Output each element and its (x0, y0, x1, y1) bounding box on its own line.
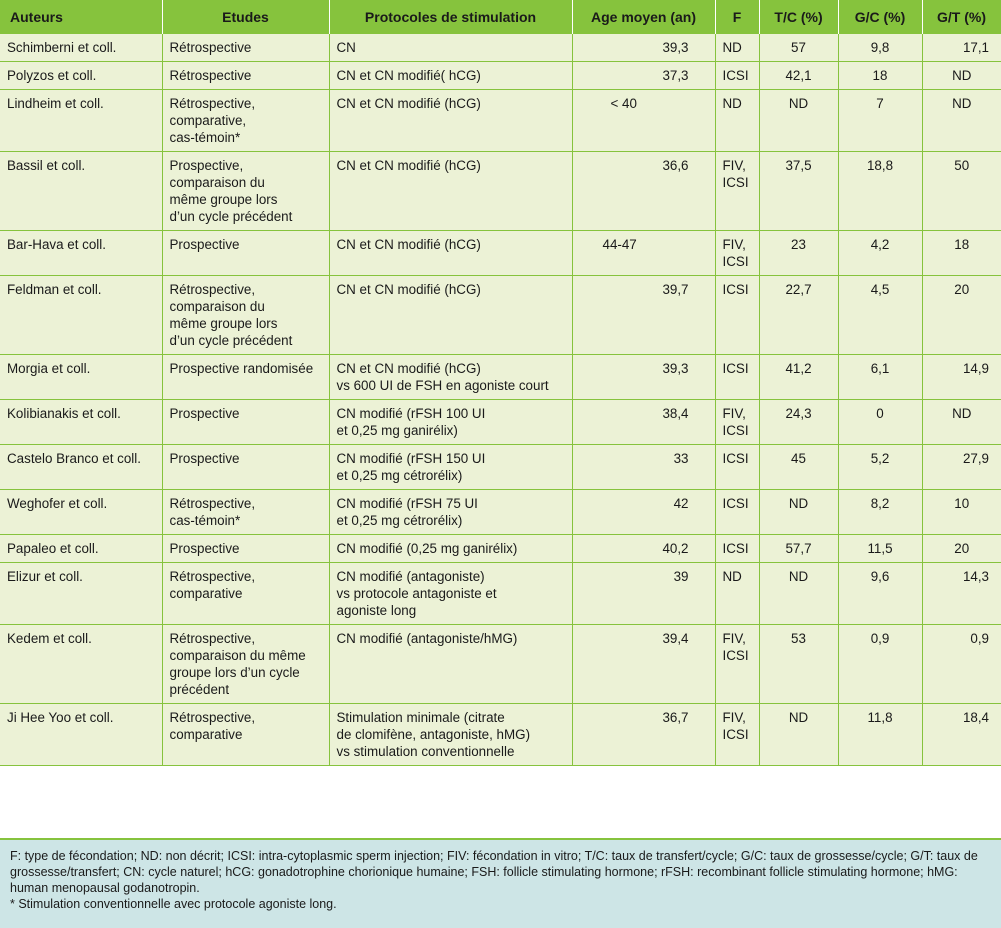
cell-gc: 4,5 (838, 276, 922, 355)
cell-f (715, 490, 759, 535)
cell-line: comparative (169, 586, 243, 601)
abbreviations-note: F: type de fécondation; ND: non décrit; ICSI: intra-cytoplasmic sperm injection; FIV: fécondation in vitro; T/C: taux de transfert/cycle; G/C: taux de grossesse/cycle; G/T: taux de grossesse/transfert; CN: cycle naturel; hCG: gonadotrophine chorionique humaine; FSH: follicle stimulating hormone; rFSH: recombinant follicle stimulating hormone; hMG: human menopausal godanotropin. (10, 849, 978, 895)
header-gc: G/C (%) (838, 0, 922, 34)
header-protocoles: Protocoles de stimulation (329, 0, 572, 34)
header-etudes: Etudes (162, 0, 329, 34)
cell-age: 37,3 (572, 62, 715, 90)
cell-protocoles (329, 355, 572, 400)
cell-line: CN modifié (antagoniste) (336, 569, 485, 584)
cell-age: 44-47 (572, 231, 715, 276)
table-row (0, 62, 1001, 90)
header-gt: G/T (%) (922, 0, 1001, 34)
header-age: Age moyen (an) (572, 0, 715, 34)
cell-line: FIV, (722, 406, 746, 421)
cell-protocoles (329, 625, 572, 704)
cell-gc: 5,2 (838, 445, 922, 490)
cell-auteurs: Bar-Hava et coll. (0, 231, 162, 276)
cell-etudes (162, 276, 329, 355)
cell-line: Prospective (169, 237, 240, 252)
cell-line: FIV, (722, 710, 746, 725)
cell-etudes (162, 400, 329, 445)
cell-protocoles (329, 704, 572, 766)
cell-line: vs 600 UI de FSH en agoniste court (336, 378, 549, 393)
cell-gc: 18 (838, 62, 922, 90)
cell-line: ICSI (722, 541, 749, 556)
cell-line: CN et CN modifié (hCG) (336, 96, 481, 111)
cell-f (715, 704, 759, 766)
cell-etudes (162, 490, 329, 535)
cell-protocoles (329, 90, 572, 152)
cell-f (715, 355, 759, 400)
cell-line: CN modifié (rFSH 150 UI (336, 451, 486, 466)
cell-gt: 20 (922, 535, 1001, 563)
cell-age: 39,4 (572, 625, 715, 704)
cell-gt: 50 (922, 152, 1001, 231)
cell-etudes (162, 535, 329, 563)
cell-line: Rétrospective, (169, 710, 256, 725)
cell-gc: 0 (838, 400, 922, 445)
cell-line: ICSI (722, 423, 749, 438)
cell-tc: 57,7 (759, 535, 838, 563)
table-row (0, 34, 1001, 62)
cell-line: comparative, (169, 113, 247, 128)
cell-etudes (162, 445, 329, 490)
cell-line: ICSI (722, 68, 749, 83)
cell-tc: 53 (759, 625, 838, 704)
cell-auteurs: Weghofer et coll. (0, 490, 162, 535)
cell-line: ICSI (722, 648, 749, 663)
table-row (0, 90, 1001, 152)
cell-auteurs: Schimberni et coll. (0, 34, 162, 62)
table-row (0, 704, 1001, 766)
cell-line: de clomifène, antagoniste, hMG) (336, 727, 531, 742)
cell-line: Prospective (169, 541, 240, 556)
cell-etudes (162, 34, 329, 62)
table-row (0, 276, 1001, 355)
cell-line: ICSI (722, 254, 749, 269)
cell-auteurs: Kedem et coll. (0, 625, 162, 704)
cell-tc: ND (759, 90, 838, 152)
cell-line: CN modifié (antagoniste/hMG) (336, 631, 518, 646)
cell-gt: 20 (922, 276, 1001, 355)
cell-line: et 0,25 mg cétrorélix) (336, 513, 463, 528)
cell-line: agoniste long (336, 603, 417, 618)
table-row (0, 152, 1001, 231)
cell-line: ND (722, 40, 742, 55)
cell-age: < 40 (572, 90, 715, 152)
cell-tc: 37,5 (759, 152, 838, 231)
cell-age: 36,7 (572, 704, 715, 766)
cell-gc: 18,8 (838, 152, 922, 231)
cell-line: Prospective (169, 406, 240, 421)
cell-line: cas-témoin* (169, 130, 241, 145)
cell-gc: 11,5 (838, 535, 922, 563)
cell-gc: 4,2 (838, 231, 922, 276)
cell-protocoles (329, 490, 572, 535)
cell-gc: 6,1 (838, 355, 922, 400)
cell-protocoles (329, 62, 572, 90)
cell-line: vs protocole antagoniste et (336, 586, 497, 601)
cell-auteurs: Kolibianakis et coll. (0, 400, 162, 445)
cell-line: Rétrospective (169, 40, 252, 55)
footnote: * Stimulation conventionnelle avec protocole agoniste long. (10, 897, 337, 911)
cell-tc: 45 (759, 445, 838, 490)
cell-tc: 23 (759, 231, 838, 276)
cell-line: groupe lors d’un cycle (169, 665, 300, 680)
cell-line: ICSI (722, 282, 749, 297)
table-row (0, 535, 1001, 563)
header-row (0, 0, 1001, 34)
cell-line: Stimulation minimale (citrate (336, 710, 505, 725)
table-header (0, 0, 1001, 34)
cell-line: même groupe lors (169, 192, 278, 207)
cell-age: 36,6 (572, 152, 715, 231)
cell-gt: ND (922, 62, 1001, 90)
cell-etudes (162, 704, 329, 766)
cell-tc: 22,7 (759, 276, 838, 355)
cell-line: et 0,25 mg ganirélix) (336, 423, 458, 438)
cell-line: d’un cycle précédent (169, 209, 293, 224)
cell-auteurs: Feldman et coll. (0, 276, 162, 355)
cell-protocoles (329, 445, 572, 490)
cell-auteurs: Elizur et coll. (0, 563, 162, 625)
cell-line: ICSI (722, 727, 749, 742)
cell-gt: 27,9 (922, 445, 1001, 490)
cell-f (715, 231, 759, 276)
cell-line: ICSI (722, 496, 749, 511)
cell-f (715, 152, 759, 231)
cell-gt: ND (922, 400, 1001, 445)
header-f: F (715, 0, 759, 34)
cell-etudes (162, 355, 329, 400)
table-row (0, 355, 1001, 400)
cell-etudes (162, 90, 329, 152)
cell-age: 39,3 (572, 355, 715, 400)
cell-gt: 18,4 (922, 704, 1001, 766)
cell-age: 40,2 (572, 535, 715, 563)
cell-f (715, 445, 759, 490)
cell-gt: 18 (922, 231, 1001, 276)
table-notes (0, 838, 1001, 928)
cell-line: cas-témoin* (169, 513, 241, 528)
cell-age: 39,3 (572, 34, 715, 62)
cell-f (715, 535, 759, 563)
cell-line: ND (722, 96, 742, 111)
cell-line: Prospective (169, 451, 240, 466)
cell-protocoles (329, 231, 572, 276)
cell-gc: 0,9 (838, 625, 922, 704)
cell-line: FIV, (722, 158, 746, 173)
cell-line: Prospective randomisée (169, 361, 314, 376)
cell-line: Rétrospective, (169, 96, 256, 111)
cell-line: CN et CN modifié (hCG) (336, 282, 481, 297)
cell-gt: 10 (922, 490, 1001, 535)
cell-age: 33 (572, 445, 715, 490)
cell-auteurs: Morgia et coll. (0, 355, 162, 400)
header-tc: T/C (%) (759, 0, 838, 34)
cell-etudes (162, 231, 329, 276)
cell-tc: ND (759, 563, 838, 625)
cell-gt: ND (922, 90, 1001, 152)
cell-f (715, 400, 759, 445)
cell-auteurs: Ji Hee Yoo et coll. (0, 704, 162, 766)
cell-line: ICSI (722, 175, 749, 190)
cell-line: comparative (169, 727, 243, 742)
cell-gc: 9,8 (838, 34, 922, 62)
table-row (0, 400, 1001, 445)
cell-line: Rétrospective, (169, 496, 256, 511)
table-row (0, 490, 1001, 535)
cell-line: CN et CN modifié (hCG) (336, 361, 481, 376)
cell-f (715, 62, 759, 90)
cell-age: 39 (572, 563, 715, 625)
cell-auteurs: Bassil et coll. (0, 152, 162, 231)
cell-gc: 11,8 (838, 704, 922, 766)
cell-line: FIV, (722, 237, 746, 252)
cell-line: CN modifié (rFSH 100 UI (336, 406, 486, 421)
cell-line: même groupe lors (169, 316, 278, 331)
cell-etudes (162, 152, 329, 231)
cell-auteurs: Castelo Branco et coll. (0, 445, 162, 490)
table-row (0, 563, 1001, 625)
cell-line: CN et CN modifié( hCG) (336, 68, 481, 83)
cell-gc: 9,6 (838, 563, 922, 625)
cell-line: comparaison du (169, 175, 265, 190)
cell-protocoles (329, 400, 572, 445)
cell-gt: 0,9 (922, 625, 1001, 704)
cell-auteurs: Polyzos et coll. (0, 62, 162, 90)
cell-line: d’un cycle précédent (169, 333, 293, 348)
cell-line: FIV, (722, 631, 746, 646)
cell-f (715, 90, 759, 152)
cell-f (715, 563, 759, 625)
cell-line: CN modifié (0,25 mg ganirélix) (336, 541, 518, 556)
cell-age: 38,4 (572, 400, 715, 445)
cell-tc: ND (759, 490, 838, 535)
cell-auteurs: Papaleo et coll. (0, 535, 162, 563)
table-row (0, 231, 1001, 276)
cell-f (715, 625, 759, 704)
cell-line: Prospective, (169, 158, 244, 173)
cell-line: Rétrospective (169, 68, 252, 83)
cell-line: Rétrospective, (169, 282, 256, 297)
cell-line: comparaison du même (169, 648, 306, 663)
cell-protocoles (329, 34, 572, 62)
cell-line: ICSI (722, 361, 749, 376)
cell-line: CN et CN modifié (hCG) (336, 158, 481, 173)
cell-line: et 0,25 mg cétrorélix) (336, 468, 463, 483)
cell-protocoles (329, 152, 572, 231)
cell-gt: 14,9 (922, 355, 1001, 400)
cell-gc: 7 (838, 90, 922, 152)
cell-tc: ND (759, 704, 838, 766)
table-row (0, 445, 1001, 490)
cell-line: comparaison du (169, 299, 265, 314)
table-row (0, 625, 1001, 704)
cell-line: CN et CN modifié (hCG) (336, 237, 481, 252)
cell-line: ICSI (722, 451, 749, 466)
table-body (0, 34, 1001, 766)
cell-tc: 57 (759, 34, 838, 62)
cell-tc: 24,3 (759, 400, 838, 445)
cell-line: ND (722, 569, 742, 584)
cell-auteurs: Lindheim et coll. (0, 90, 162, 152)
cell-age: 42 (572, 490, 715, 535)
cell-tc: 41,2 (759, 355, 838, 400)
cell-line: précédent (169, 682, 230, 697)
cell-protocoles (329, 563, 572, 625)
cell-gc: 8,2 (838, 490, 922, 535)
cell-line: CN (336, 40, 356, 55)
cell-line: Rétrospective, (169, 631, 256, 646)
cell-etudes (162, 62, 329, 90)
cell-gt: 17,1 (922, 34, 1001, 62)
cell-protocoles (329, 535, 572, 563)
cell-gt: 14,3 (922, 563, 1001, 625)
cell-tc: 42,1 (759, 62, 838, 90)
cell-protocoles (329, 276, 572, 355)
header-auteurs: Auteurs (0, 0, 162, 34)
cell-line: Rétrospective, (169, 569, 256, 584)
cell-etudes (162, 625, 329, 704)
cell-line: CN modifié (rFSH 75 UI (336, 496, 478, 511)
cell-f (715, 34, 759, 62)
cell-etudes (162, 563, 329, 625)
cell-f (715, 276, 759, 355)
cell-line: vs stimulation conventionnelle (336, 744, 515, 759)
cell-age: 39,7 (572, 276, 715, 355)
